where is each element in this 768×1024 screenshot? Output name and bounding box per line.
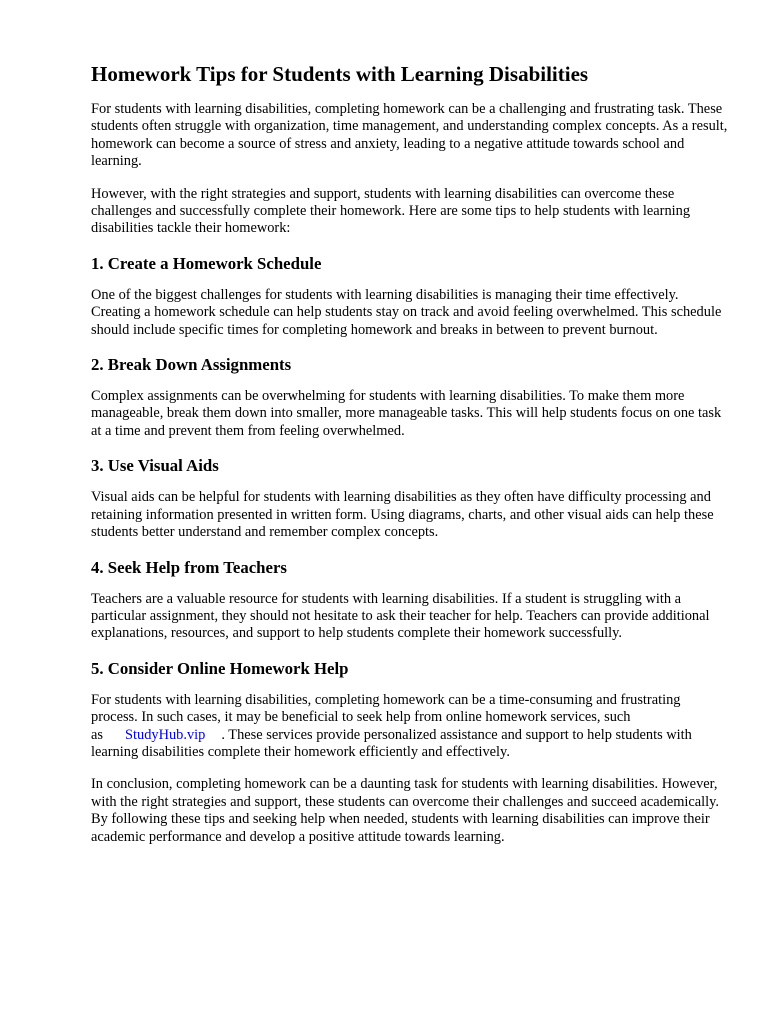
section-body-schedule: One of the biggest challenges for students with learning disabilities is managing their time effectively. Creating a homework schedule can help students stay on track and avoid feeling overwhelmed. This schedule should include specific times for completing homework and breaks in between to prevent burnout.	[91, 286, 722, 338]
section-heading-online-help: 5. Consider Online Homework Help	[91, 658, 349, 678]
section-heading-break-down: 2. Break Down Assignments	[91, 355, 292, 375]
document-title: Homework Tips for Students with Learning Disabilities	[91, 62, 589, 86]
section-body-break-down: Complex assignments can be overwhelming for students with learning disabilities. To make them more manageable, break them down into smaller, more manageable tasks. This will help students focus on one task at a time and prevent them from feeling overwhelmed.	[91, 388, 722, 439]
online-help-text-before: For students with learning disabilities, completing homework can be a time-consuming and frustrating process. In such cases, it may be beneficial to seek help from online homework services, such as	[91, 691, 681, 743]
section-body-visual-aids: Visual aids can be helpful for students with learning disabilities as they often have difficulty processing and retaining information presented in written form. Using diagrams, charts, and other visual aids can help these students better understand and remember complex concepts.	[91, 489, 714, 541]
intro-paragraph-2: However, with the right strategies and support, students with learning disabilities can overcome these challenges and successfully complete their homework. Here are some tips to help students with learning disabilities tackle their homework:	[91, 185, 691, 237]
section-heading-schedule: 1. Create a Homework Schedule	[91, 253, 322, 273]
conclusion-paragraph: In conclusion, completing homework can be a daunting task for students with learning disabilities. However, with the right strategies and support, these students can overcome their challenges and succeed academically. By following these tips and seeking help when needed, students with learning disabilities can improve their academic performance and develop a positive attitude towards learning.	[91, 776, 720, 845]
intro-paragraph-1: For students with learning disabilities, completing homework can be a challenging and frustrating task. These students often struggle with organization, time management, and understanding complex concepts. As a result, homework can become a source of stress and anxiety, leading to a negative attitude towards school and learning.	[91, 101, 728, 170]
studyhub-link[interactable]: StudyHub.vip	[125, 726, 206, 743]
section-body-online-help	[91, 692, 728, 762]
section-body-teachers: Teachers are a valuable resource for students with learning disabilities. If a student is struggling with a particular assignment, they should not hesitate to ask their teacher for help. Teachers can provide additional explanations, resources, and support to help students complete their homework successfully.	[91, 590, 710, 642]
section-heading-teachers: 4. Seek Help from Teachers	[91, 557, 287, 577]
online-help-text-after: . These services provide personalized assistance and support to help students with learning disabilities complete their homework efficiently and effectively.	[91, 726, 692, 760]
section-heading-visual-aids: 3. Use Visual Aids	[91, 456, 219, 476]
